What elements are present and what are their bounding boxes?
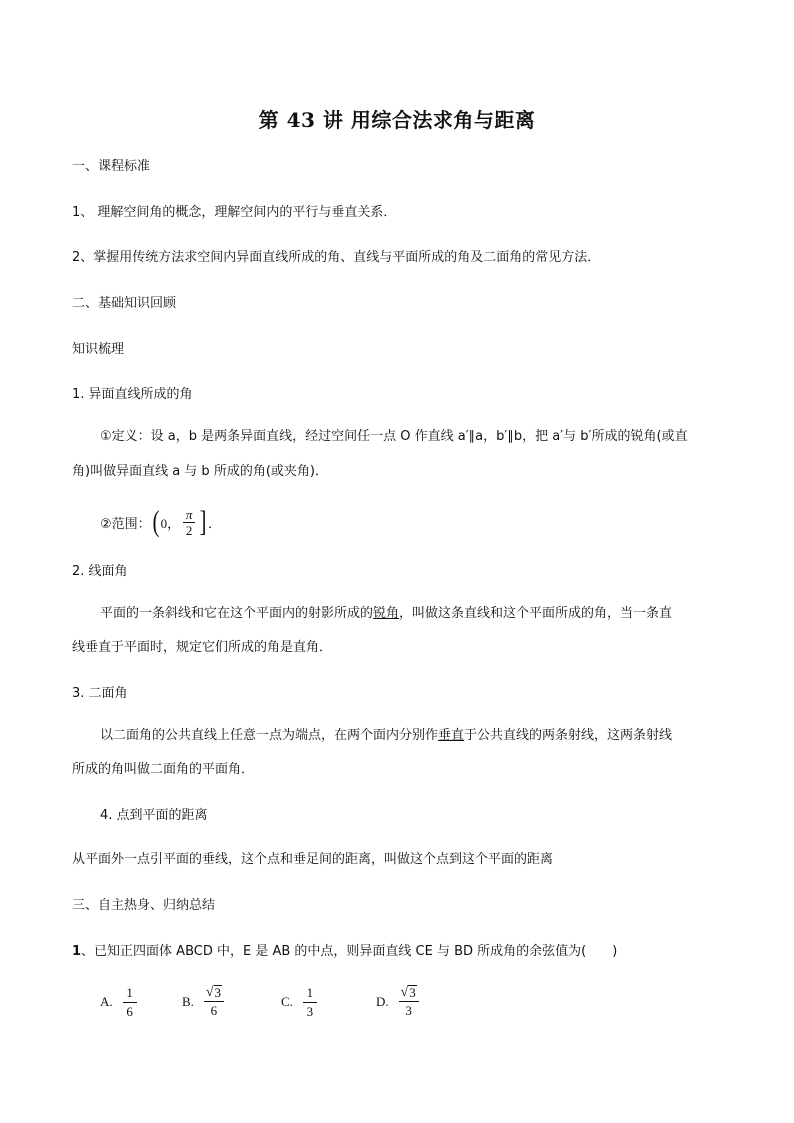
knowledge-2-underlined-term: 锐角: [373, 606, 400, 621]
option-b: [182, 982, 224, 1022]
option-c-denominator: 3: [306, 1003, 314, 1019]
sqrt-icon: √: [400, 985, 409, 1000]
page-title: 第 43 讲 用综合法求角与距离: [258, 108, 536, 132]
knowledge-2-line1-b: ，叫做这条直线和这个平面所成的角，当一条直: [399, 606, 673, 621]
option-a-denominator: 6: [126, 1003, 133, 1019]
knowledge-3-title: 3. 二面角: [72, 686, 128, 701]
knowledge-2-line1: [100, 604, 672, 624]
option-a-numerator: 1: [126, 984, 133, 1000]
knowledge-2-line1-a: 平面的一条斜线和它在这个平面内的射影所成的: [100, 606, 374, 621]
option-d-label: D.: [376, 994, 389, 1009]
option-a-label: A.: [100, 994, 113, 1009]
range-period: ．: [208, 516, 222, 532]
range-label: ②范围：: [100, 516, 151, 532]
option-d: [376, 982, 419, 1022]
option-c-numerator: 1: [306, 984, 314, 1000]
option-b-bar: [204, 1001, 224, 1002]
knowledge-1-definition-line2: 角)叫做异面直线 a 与 b 所成的角(或夹角)．: [72, 464, 328, 479]
option-b-sqrt: [206, 985, 222, 1000]
option-c-label: C.: [281, 994, 293, 1009]
option-c: [281, 982, 317, 1022]
option-a-fraction: [123, 985, 137, 1020]
question-1: [72, 942, 617, 962]
range-open-paren: (: [152, 505, 160, 538]
sqrt-icon: √: [205, 985, 214, 1000]
option-a-bar: [123, 1002, 137, 1003]
knowledge-3-underlined-term: 垂直: [438, 728, 465, 743]
option-b-label: B.: [182, 994, 194, 1009]
option-d-sqrt: [401, 985, 417, 1000]
option-c-fraction: [303, 985, 317, 1020]
knowledge-1-range: [100, 504, 221, 540]
option-d-fraction: [399, 985, 419, 1019]
knowledge-3-line2: 所成的角叫做二面角的平面角．: [72, 762, 255, 777]
option-d-bar: [399, 1001, 419, 1002]
option-b-denominator: 6: [210, 1003, 218, 1018]
section-heading-self-warmup: 三、自主热身、归纳总结: [72, 898, 216, 913]
fraction-numerator: π: [185, 506, 193, 522]
option-c-bar: [303, 1002, 317, 1003]
fraction-denominator: 2: [185, 522, 193, 538]
question-1-number: 1: [72, 944, 82, 959]
range-lower: 0，: [160, 515, 181, 531]
knowledge-4-line1: 从平面外一点引平面的垂线，这个点和垂足间的距离，叫做这个点到这个平面的距离: [72, 852, 554, 867]
subheading-knowledge-review: 知识梳理: [72, 342, 125, 357]
course-standard-item-1: 1、 理解空间角的概念，理解空间内的平行与垂直关系．: [72, 205, 397, 220]
course-standard-item-2: 2、掌握用传统方法求空间内异面直线所成的角、直线与平面所成的角及二面角的常见方法．: [72, 250, 601, 265]
range-close-bracket: ]: [199, 505, 207, 538]
section-heading-course-standard: 一、课程标准: [72, 159, 151, 174]
knowledge-3-line1-b: 于公共直线的两条射线，这两条射线: [464, 728, 673, 743]
knowledge-1-title: 1. 异面直线所成的角: [72, 387, 193, 402]
question-1-text: 、已知正四面体 ABCD 中，E 是 AB 的中点，则异面直线 CE 与 BD 所成角的余弦值为( ): [81, 944, 618, 959]
knowledge-3-line1: [100, 726, 672, 746]
range-upper-fraction: [183, 507, 195, 538]
option-b-fraction: [204, 985, 224, 1019]
option-b-radicand: 3: [214, 985, 222, 1000]
knowledge-2-title: 2. 线面角: [72, 564, 128, 579]
knowledge-2-line2: 线垂直于平面时，规定它们所成的角是直角．: [72, 640, 333, 655]
knowledge-4-title: 4. 点到平面的距离: [100, 808, 208, 823]
knowledge-3-line1-a: 以二面角的公共直线上任意一点为端点，在两个面内分别作: [100, 728, 439, 743]
option-d-denominator: 3: [405, 1003, 412, 1018]
option-a: [100, 982, 137, 1022]
knowledge-1-definition-line1: ①定义：设 a，b 是两条异面直线，经过空间任一点 O 作直线 a′∥a，b′∥b，把 a′与 b′所成的锐角(或直: [100, 429, 688, 444]
section-heading-basic-knowledge: 二、基础知识回顾: [72, 296, 177, 311]
option-d-radicand: 3: [409, 985, 416, 1000]
